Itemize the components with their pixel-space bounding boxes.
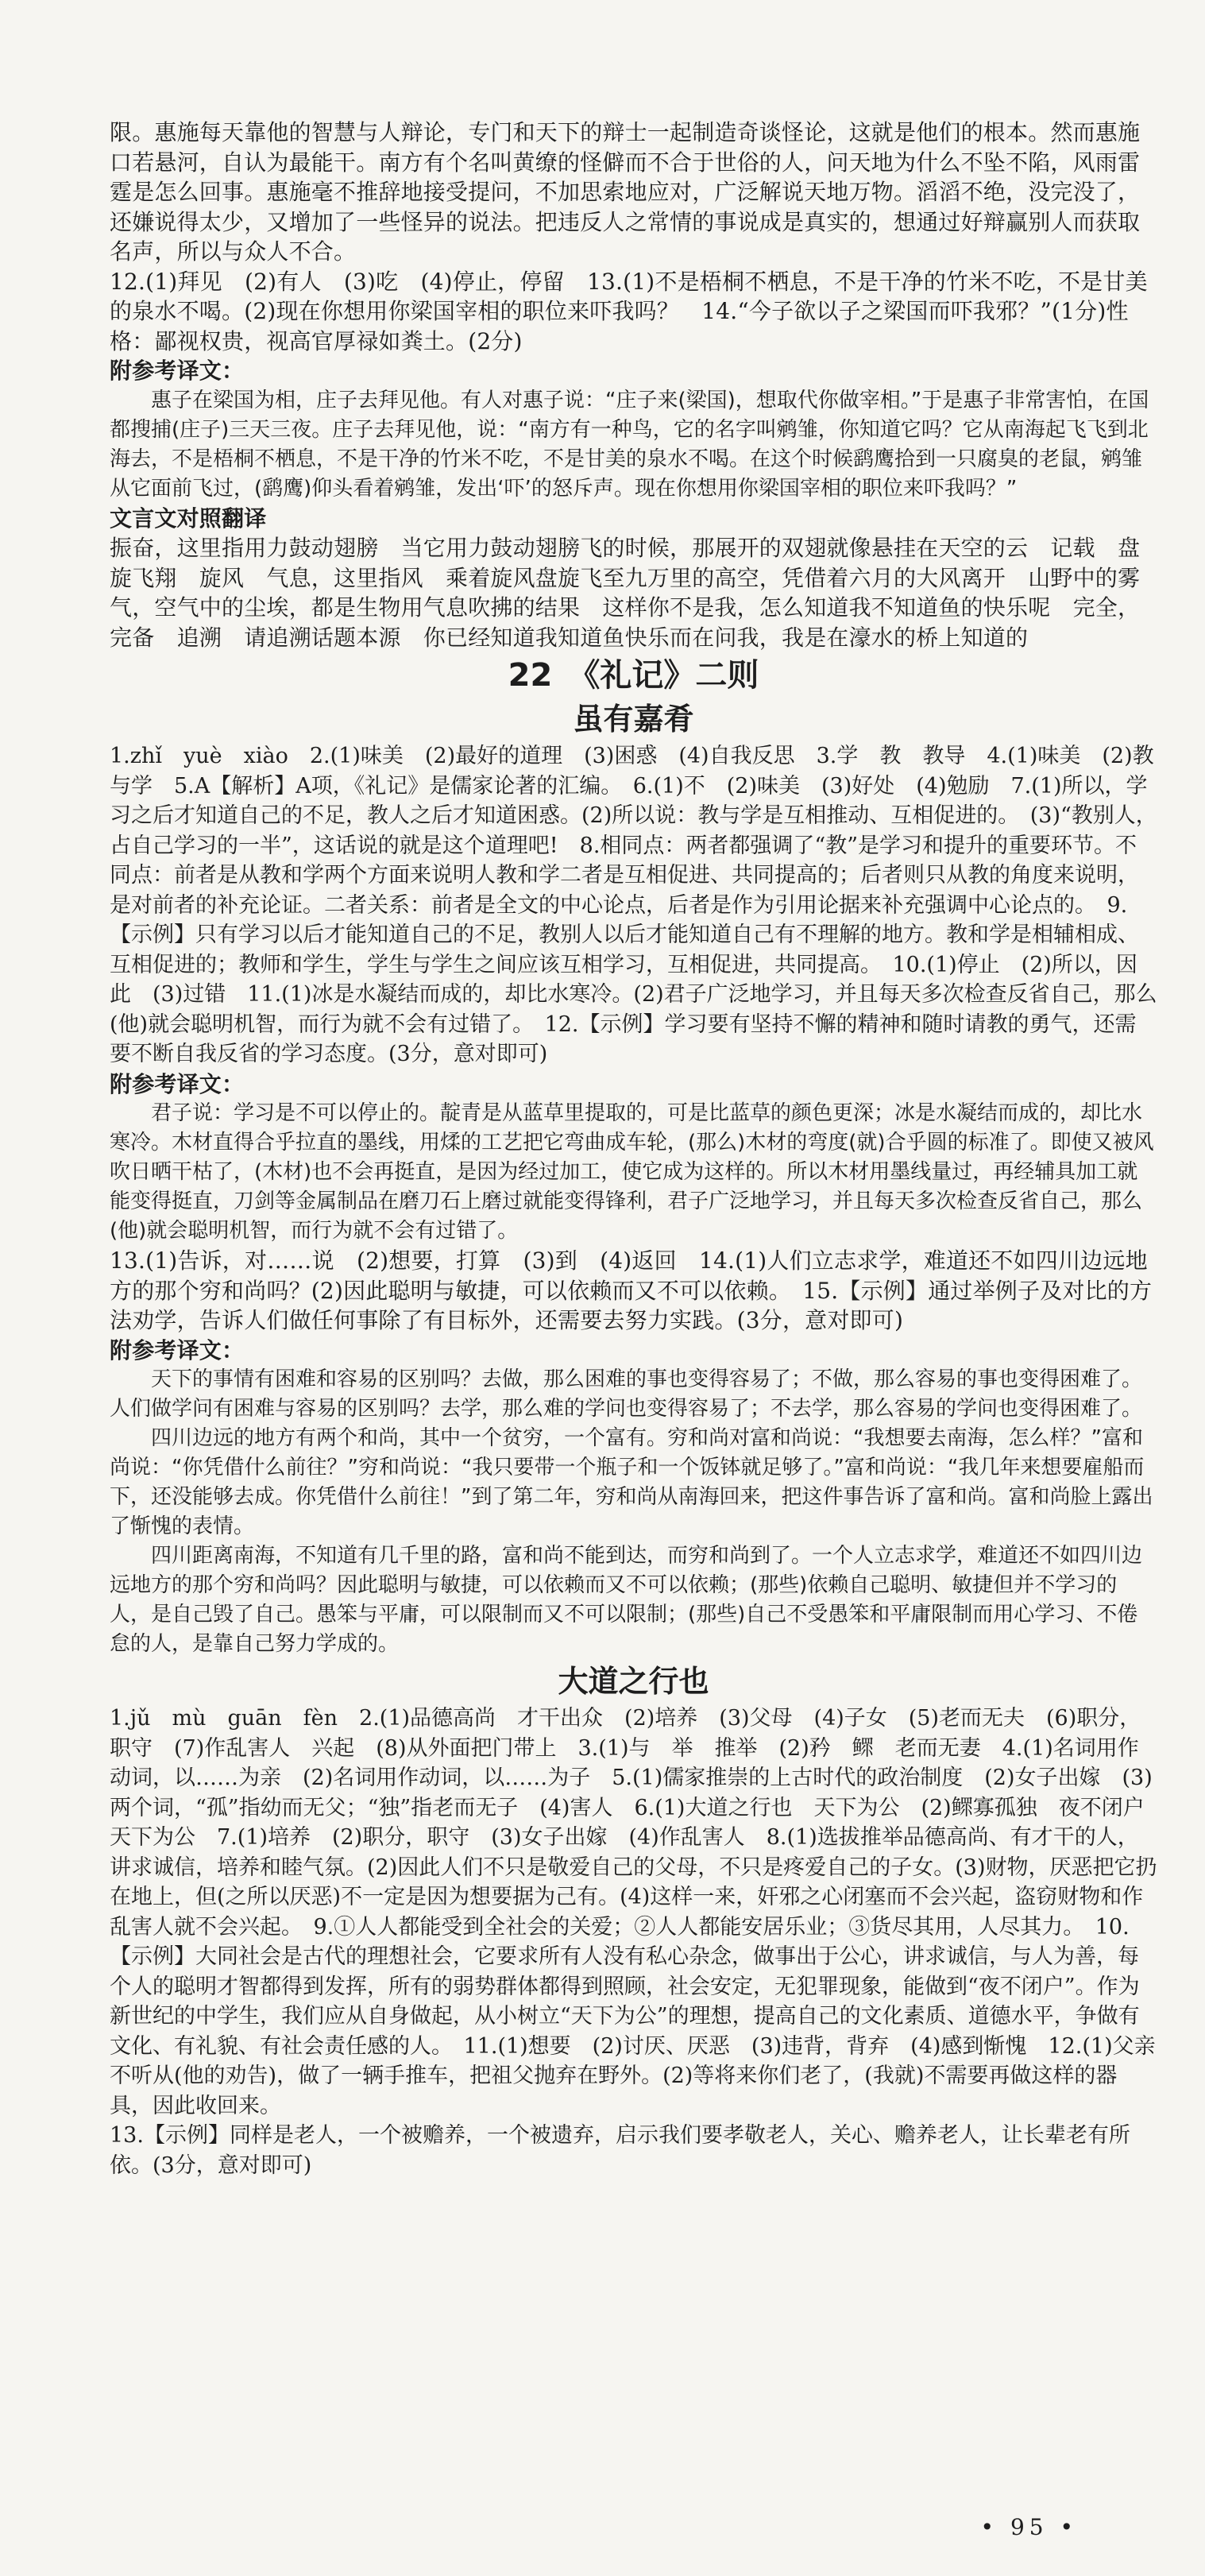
reference-translation-1: 惠子在梁国为相，庄子去拜见他。有人对惠子说：“庄子来(梁国)，想取代你做宰相。”于是惠子非常害怕，在国都搜捕(庄子)三天三夜。庄子去拜见他，说：“南方有一种鸟，它的名字叫鹓雏，你知道它吗？它从南海起飞飞到北海去，不是梧桐不栖息，不是干净的竹米不吃，不是甘美的泉水不喝。在这个时候鹞鹰拾到一只腐臭的老鼠，鹓雏从它面前飞过，(鹞鹰)仰头看着鹓雏，发出‘吓’的怒斥声。现在你想用你梁国宰相的职位来吓我吗？” — [110, 388, 1149, 501]
reference-heading-3: 附参考译文： — [110, 1336, 245, 1363]
reference-translation-3c: 四川距离南海，不知道有几千里的路，富和尚不能到达，而穷和尚到了。一个人立志求学，难道还不如四川边远地方的那个穷和尚吗？因此聪明与敏捷，可以依赖而又不可以依赖；(那些)依赖自己聪明、敏捷但并不学习的人，是自己毁了自己。愚笨与平庸，可以限制而又不可以限制；(那些)自己不受愚笨和平庸限制而用心学习、不倦怠的人，是靠自己努力学成的。 — [110, 1544, 1143, 1656]
answers-13-dadao: 13.【示例】同样是老人，一个被赡养，一个被遗弃，启示我们要孝敬老人，关心、赡养老人，让长辈老有所依。(3分，意对即可) — [110, 2123, 1130, 2178]
subtitle-dadao: 大道之行也 — [558, 1664, 709, 1699]
reference-heading-2: 附参考译文： — [110, 1070, 245, 1097]
reference-translation-3b: 四川边远的地方有两个和尚，其中一个贫穷，一个富有。穷和尚对富和尚说：“我想要去南海，怎么样？”富和尚说：“你凭借什么前往？”穷和尚说：“我只要带一个瓶子和一个饭钵就足够了。”富和尚说：“我几年来想要雇船而下，还没能够去成。你凭借什么前往！”到了第二年，穷和尚从南海回来，把这件事告诉了富和尚。富和尚脸上露出了惭愧的表情。 — [110, 1426, 1153, 1538]
compare-translation: 振奋，这里指用力鼓动翅膀 当它用力鼓动翅膀飞的时候，那展开的双翅就像悬挂在天空的云 记载 盘旋飞翔 旋风 气息，这里指风 乘着旋风盘旋飞至九万里的高空，凭借着六月的大风离开 山野中的雾气，空气中的尘埃，都是生物用气息吹拂的结果 这样你不是我，怎么知道我不知道鱼的快乐呢 完全，完备 追溯 请追溯话题本源 你已经知道我知道鱼快乐而在问我，我是在濠水的桥上知道的 — [110, 535, 1141, 651]
answers-dadao: 1.jǔ mù guān fèn 2.(1)品德高尚 才干出众 (2)培养 (3)父母 (4)子女 (5)老而无夫 (6)职分，职守 (7)作乱害人 兴起 (8)从外面把门带上 3.(1)与 举 推举 (2)矜 鳏 老而无妻 4.(1)名词用作动词，以……为亲 (2)名词用作动词，以……为子 5.(1)儒家推崇的上古时代的政治制度 (2)女子出嫁 (3)两个词，“孤”指幼而无父；“独”指老而无子 (4)害人 6.(1)大道之行也 天下为公 (2)鳏寡孤独 夜不闭户 天下为公 7.(1)培养 (2)职分，职守 (3)女子出嫁 (4)作乱害人 8.(1)选拔推举品德高尚、有才干的人，讲求诚信，培养和睦气氛。(2)因此人们不只是敬爱自己的父母，不只是疼爱自己的子女。(3)财物，厌恶把它扔在地上，但(之所以厌恶)不一定是因为想要据为己有。(4)这样一来，奸邪之心闭塞而不会兴起，盗窃财物和作乱害人就不会兴起。 9.①人人都能受到全社会的关爱；②人人都能安居乐业；③货尽其用，人尽其力。 10.【示例】大同社会是古代的理想社会，它要求所有人没有私心杂念，做事出于公心，讲求诚信，与人为善，每个人的聪明才智都得到发挥，所有的弱势群体都得到照顾，社会安定，无犯罪现象，能做到“夜不闭户”。作为新世纪的中学生，我们应从自身做起，从小树立“天下为公”的理想，提高自己的文化素质、道德水平，争做有文化、有礼貌、有社会责任感的人。 11.(1)想要 (2)讨厌、厌恶 (3)违背，背弃 (4)感到惭愧 12.(1)父亲不听从(他的劝告)，做了一辆手推车，把祖父抛弃在野外。(2)等将来你们老了，(我就)不需要再做这样的器具，因此收回来。 — [110, 1706, 1166, 2118]
answers-13-15: 13.(1)告诉，对……说 (2)想要，打算 (3)到 (4)返回 14.(1)人们立志求学，难道还不如四川边远地方的那个穷和尚吗？(2)因此聪明与敏捷，可以依赖而又不可以依赖。 15.【示例】通过举例子及对比的方法劝学，告诉人们做任何事除了有目标外，还需要去努力实践。(3分，意对即可) — [110, 1247, 1153, 1333]
answers-jiayao: 1.zhǐ yuè xiào 2.(1)味美 (2)最好的道理 (3)困惑 (4)自我反思 3.学 教 教导 4.(1)味美 (2)教与学 5.A【解析】A项，《礼记》是儒家论著的汇编。 6.(1)不 (2)味美 (3)好处 (4)勉励 7.(1)所以，学习之后才知道自己的不足，教人之后才知道困惑。(2)所以说：教与学是互相推动、互相促进的。 (3)“教别人，占自己学习的一半”，这话说的就是这个道理吧! 8.相同点：两者都强调了“教”是学习和提升的重要环节。不同点：前者是从教和学两个方面来说明人教和学二者是互相促进、共同提高的；后者则只从教的角度来说明，是对前者的补充论证。二者关系：前者是全文的中心论点，后者是作为引用论据来补充强调中心论点的。 9.【示例】只有学习以后才能知道自己的不足，教别人以后才能知道自己有不理解的地方。教和学是相辅相成、互相促进的；教师和学生，学生与学生之间应该互相学习，互相促进，共同提高。 10.(1)停止 (2)所以，因此 (3)过错 11.(1)冰是水凝结而成的，却比水寒冷。(2)君子广泛地学习，并且每天多次检查反省自己，那么(他)就会聪明机智，而行为就不会有过错了。 12.【示例】学习要有坚持不懈的精神和随时请教的勇气，还需要不断自我反省的学习态度。(3分，意对即可) — [110, 744, 1157, 1066]
answers-12-14: 12.(1)拜见 (2)有人 (3)吃 (4)停止，停留 13.(1)不是梧桐不栖息，不是干净的竹米不吃，不是甘美的泉水不喝。(2)现在你想用你梁国宰相的职位来吓我吗？ 14.“今子欲以子之梁国而吓我邪？”(1分)性格：鄙视权贵，视高官厚禄如粪土。(2分) — [110, 268, 1148, 354]
reference-heading-1: 附参考译文： — [110, 358, 245, 384]
section-title-22: 22 《礼记》二则 — [508, 657, 759, 694]
reference-translation-2: 君子说：学习是不可以停止的。靛青是从蓝草里提取的，可是比蓝草的颜色更深；冰是水凝结而成的，却比水寒冷。木材直得合乎拉直的墨线，用煣的工艺把它弯曲成车轮，(那么)木材的弯度(就)合乎圆的标准了。即使又被风吹日晒干枯了，(木材)也不会再挺直，是因为经过加工，使它成为这样的。所以木材用墨线量过，再经辅具加工就能变得挺直，刀剑等金属制品在磨刀石上磨过就能变得锋利，君子广泛地学习，并且每天多次检查反省自己，那么(他)就会聪明机智，而行为就不会有过错了。 — [110, 1101, 1154, 1243]
page-number: • 95 • — [980, 2514, 1078, 2540]
paragraph-intro: 限。惠施每天靠他的智慧与人辩论，专门和天下的辩士一起制造奇谈怪论，这就是他们的根本。然而惠施口若悬河，自认为最能干。南方有个名叫黄缭的怪僻而不合于世俗的人，问天地为什么不坠不陷，风雨雷霆是怎么回事。惠施毫不推辞地接受提问，不加思索地应对，广泛解说天地万物。滔滔不绝，没完没了，还嫌说得太少，又增加了一些怪异的说法。把违反人之常情的事说成是真实的，想通过好辩赢别人而获取名声，所以与众人不合。 — [110, 119, 1141, 265]
subtitle-jiayao: 虽有嘉肴 — [573, 702, 694, 737]
compare-heading: 文言文对照翻译 — [110, 505, 267, 532]
reference-translation-3a: 天下的事情有困难和容易的区别吗？去做，那么困难的事也变得容易了；不做，那么容易的事也变得困难了。人们做学问有困难与容易的区别吗？去学，那么难的学问也变得容易了；不去学，那么容易的学问也变得困难了。 — [110, 1367, 1143, 1421]
